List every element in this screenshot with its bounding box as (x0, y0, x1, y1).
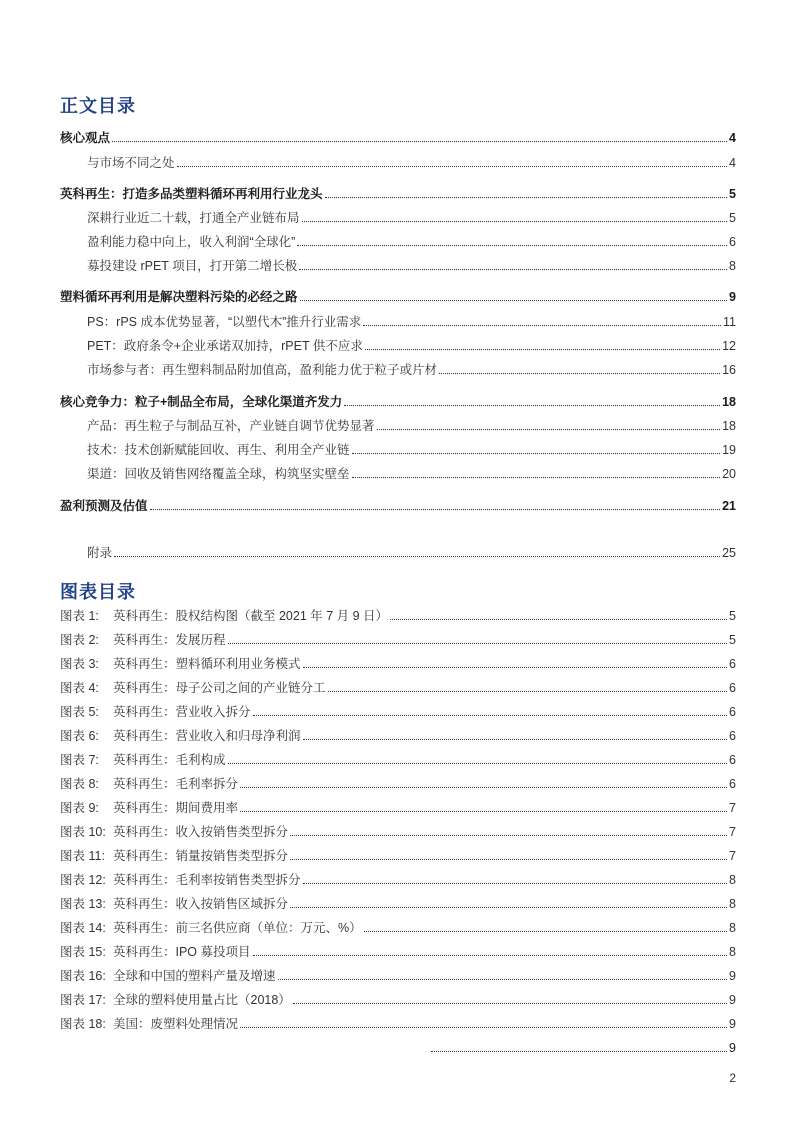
figure-leader (228, 643, 728, 644)
figure-entry-number: 图表 2: (60, 633, 99, 647)
figure-entry-number: 图表 18: (60, 1017, 106, 1031)
toc-entry-page: 18 (722, 395, 736, 409)
figure-entry-label: 美国：废塑料处理情况 (113, 1017, 239, 1031)
figure-entry-page: 9 (729, 993, 736, 1007)
toc-entry-page: 5 (729, 211, 736, 225)
toc-leader (344, 405, 720, 406)
figure-leader (390, 619, 727, 620)
figure-entry-number: 图表 3: (60, 657, 99, 671)
figure-entry-number: 图表 14: (60, 921, 106, 935)
figure-leader (293, 1003, 727, 1004)
toc-entry[interactable] (87, 234, 736, 250)
figure-entry-label: 英科再生：IPO 募投项目 (113, 945, 251, 959)
toc-entry[interactable] (87, 338, 736, 354)
figure-entry-number: 图表 15: (60, 945, 106, 959)
figure-entry[interactable] (60, 752, 736, 768)
figure-entry-page: 8 (729, 897, 736, 911)
figure-leader (290, 907, 727, 908)
toc-leader (112, 141, 727, 142)
toc-entry-label: 盈利能力稳中向上，收入利润“全球化” (87, 235, 296, 249)
toc-entry[interactable] (60, 289, 736, 305)
figure-entry[interactable] (60, 728, 736, 744)
toc-entry-label: 英科再生：打造多品类塑料循环再利用行业龙头 (60, 187, 323, 201)
figure-entry-page: 9 (729, 1041, 736, 1055)
figure-leader (328, 691, 728, 692)
toc-leader (439, 373, 720, 374)
figure-entry-page: 7 (729, 825, 736, 839)
figure-entry-label: 英科再生：营业收入拆分 (113, 705, 251, 719)
toc-entry-label: 与市场不同之处 (87, 156, 175, 170)
figure-leader (431, 1051, 727, 1052)
figure-entry-page: 7 (729, 849, 736, 863)
toc-entry-label: 核心竞争力：粒子+制品全布局，全球化渠道齐发力 (60, 395, 343, 409)
figure-leader (303, 739, 728, 740)
figure-entry-label: 英科再生：期间费用率 (113, 801, 239, 815)
figure-entry-page: 8 (729, 873, 736, 887)
toc-leader (363, 325, 721, 326)
toc-entry[interactable] (87, 210, 736, 226)
figure-entry-page: 6 (729, 657, 736, 671)
figure-entry-number: 图表 4: (60, 681, 99, 695)
toc-entry-page: 8 (729, 259, 736, 273)
toc-entry-page: 18 (722, 419, 736, 433)
figure-entry-number: 图表 5: (60, 705, 99, 719)
figure-entry[interactable] (60, 704, 736, 720)
toc-entry-label: PS：rPS 成本优势显著，“以塑代木”推升行业需求 (87, 315, 362, 329)
figure-entry-number: 图表 7: (60, 753, 99, 767)
toc-leader (177, 166, 728, 167)
toc-entry[interactable] (87, 442, 736, 458)
toc-leader (325, 197, 728, 198)
figure-entry-number: 图表 6: (60, 729, 99, 743)
figure-entry-page: 7 (729, 801, 736, 815)
toc-entry-label: PET：政府条令+企业承诺双加持，rPET 供不应求 (87, 339, 363, 353)
figure-entry-number: 图表 9: (60, 801, 99, 815)
toc-entry-label: 渠道：回收及销售网络覆盖全球，构筑坚实壁垒 (87, 467, 350, 481)
toc-leader (352, 453, 721, 454)
figure-entry[interactable] (60, 848, 736, 864)
toc-entry-label: 技术：技术创新赋能回收、再生、利用全产业链 (87, 443, 350, 457)
toc-entry[interactable] (60, 394, 736, 410)
figure-entry-number: 图表 17: (60, 993, 106, 1007)
toc-entry-label: 深耕行业近二十载，打通全产业链布局 (87, 211, 300, 225)
figure-entry[interactable] (60, 944, 736, 960)
figure-entry[interactable] (430, 1040, 736, 1056)
figure-entry-label: 英科再生：股权结构图（截至 2021 年 7 月 9 日） (113, 609, 389, 623)
figure-entry[interactable] (60, 632, 736, 648)
figure-entry[interactable] (60, 776, 736, 792)
figure-leader (303, 883, 728, 884)
toc-leader (150, 509, 721, 510)
toc-entry-page: 12 (722, 339, 736, 353)
toc-entry-page: 5 (729, 187, 736, 201)
toc-entry-page: 19 (722, 443, 736, 457)
toc-entry-page: 25 (722, 546, 736, 560)
figure-leader (278, 979, 728, 980)
figure-entry[interactable] (60, 1016, 736, 1032)
figure-leader (253, 955, 728, 956)
toc-entry-label: 产品：再生粒子与制品互补，产业链自调节优势显著 (87, 419, 375, 433)
figure-entry-label: 英科再生：销量按销售类型拆分 (113, 849, 289, 863)
toc-entry-page: 20 (722, 467, 736, 481)
figure-entry-label: 英科再生：母子公司之间的产业链分工 (113, 681, 326, 695)
toc-entry[interactable] (60, 498, 736, 514)
toc-title: 正文目录 (60, 96, 136, 117)
figure-entry-number: 图表 1: (60, 609, 99, 623)
figure-entry-page: 6 (729, 777, 736, 791)
toc-entry[interactable] (87, 258, 736, 274)
toc-entry-label: 核心观点 (60, 131, 111, 145)
toc-entry[interactable] (87, 545, 736, 561)
figure-entry[interactable] (60, 968, 736, 984)
figure-leader (253, 715, 728, 716)
toc-entry-page: 4 (729, 131, 736, 145)
toc-leader (297, 245, 727, 246)
figure-entry-page: 8 (729, 945, 736, 959)
figure-entry-page: 5 (729, 609, 736, 623)
figure-leader (240, 811, 727, 812)
figure-leader (364, 931, 727, 932)
figure-entry-label: 英科再生：收入按销售区域拆分 (113, 897, 289, 911)
figure-entry-number: 图表 13: (60, 897, 106, 911)
figure-entry-page: 5 (729, 633, 736, 647)
figure-entry[interactable] (60, 872, 736, 888)
figure-entry[interactable] (60, 824, 736, 840)
figure-entry-number: 图表 12: (60, 873, 106, 887)
figure-entry[interactable] (60, 992, 736, 1008)
figure-leader (303, 667, 728, 668)
page-number: 2 (729, 1071, 736, 1085)
figure-entry-label: 英科再生：毛利率按销售类型拆分 (113, 873, 301, 887)
figure-entry-page: 6 (729, 705, 736, 719)
figure-entry-page: 9 (729, 1017, 736, 1031)
figure-entry-number: 图表 16: (60, 969, 106, 983)
figure-leader (240, 787, 727, 788)
toc-entry-label: 募投建设 rPET 项目，打开第二增长极 (87, 259, 298, 273)
toc-entry[interactable] (87, 466, 736, 482)
figure-entry-label: 全球和中国的塑料产量及增速 (113, 969, 276, 983)
toc-leader (365, 349, 720, 350)
figure-entry-label: 英科再生：毛利构成 (113, 753, 226, 767)
figures-title: 图表目录 (60, 582, 136, 603)
toc-leader (299, 269, 727, 270)
toc-entry[interactable] (60, 186, 736, 202)
toc-leader (302, 221, 728, 222)
figure-entry-number: 图表 8: (60, 777, 99, 791)
toc-entry-page: 9 (729, 290, 736, 304)
toc-leader (114, 556, 720, 557)
toc-entry[interactable] (87, 362, 736, 378)
figure-entry-label: 英科再生：前三名供应商（单位：万元、%） (113, 921, 362, 935)
figure-leader (290, 835, 727, 836)
toc-entry[interactable] (87, 155, 736, 171)
figure-entry[interactable] (60, 896, 736, 912)
figure-entry-label: 英科再生：发展历程 (113, 633, 226, 647)
toc-entry-label: 盈利预测及估值 (60, 499, 148, 513)
toc-entry-label: 塑料循环再利用是解决塑料污染的必经之路 (60, 290, 298, 304)
figure-entry-number: 图表 10: (60, 825, 106, 839)
figure-entry-page: 6 (729, 753, 736, 767)
toc-entry-label: 市场参与者：再生塑料制品附加值高，盈利能力优于粒子或片材 (87, 363, 438, 377)
figure-leader (240, 1027, 727, 1028)
figure-entry[interactable] (60, 680, 736, 696)
toc-entry-page: 16 (722, 363, 736, 377)
figure-entry-label: 英科再生：塑料循环利用业务模式 (113, 657, 301, 671)
toc-entry-page: 6 (729, 235, 736, 249)
toc-entry-label: 附录 (87, 546, 113, 560)
toc-entry-page: 11 (723, 315, 736, 329)
figure-entry-label: 英科再生：收入按销售类型拆分 (113, 825, 289, 839)
toc-entry-page: 21 (722, 499, 736, 513)
figure-entry-label: 全球的塑料使用量占比（2018） (113, 993, 291, 1007)
figure-leader (228, 763, 728, 764)
figure-entry-page: 8 (729, 921, 736, 935)
toc-entry[interactable] (60, 130, 736, 146)
toc-entry[interactable] (87, 314, 736, 330)
toc-entry[interactable] (87, 418, 736, 434)
figure-entry-label: 英科再生：毛利率拆分 (113, 777, 239, 791)
figure-entry[interactable] (60, 920, 736, 936)
figure-entry[interactable] (60, 608, 736, 624)
figure-entry-label: 英科再生：营业收入和归母净利润 (113, 729, 301, 743)
figure-entry-page: 6 (729, 729, 736, 743)
toc-leader (300, 300, 728, 301)
figure-entry-page: 9 (729, 969, 736, 983)
figure-entry-page: 6 (729, 681, 736, 695)
toc-leader (352, 477, 721, 478)
figure-entry[interactable] (60, 800, 736, 816)
figure-leader (290, 859, 727, 860)
figure-entry-number: 图表 11: (60, 849, 105, 863)
toc-entry-page: 4 (729, 156, 736, 170)
figure-entry[interactable] (60, 656, 736, 672)
toc-leader (377, 429, 721, 430)
